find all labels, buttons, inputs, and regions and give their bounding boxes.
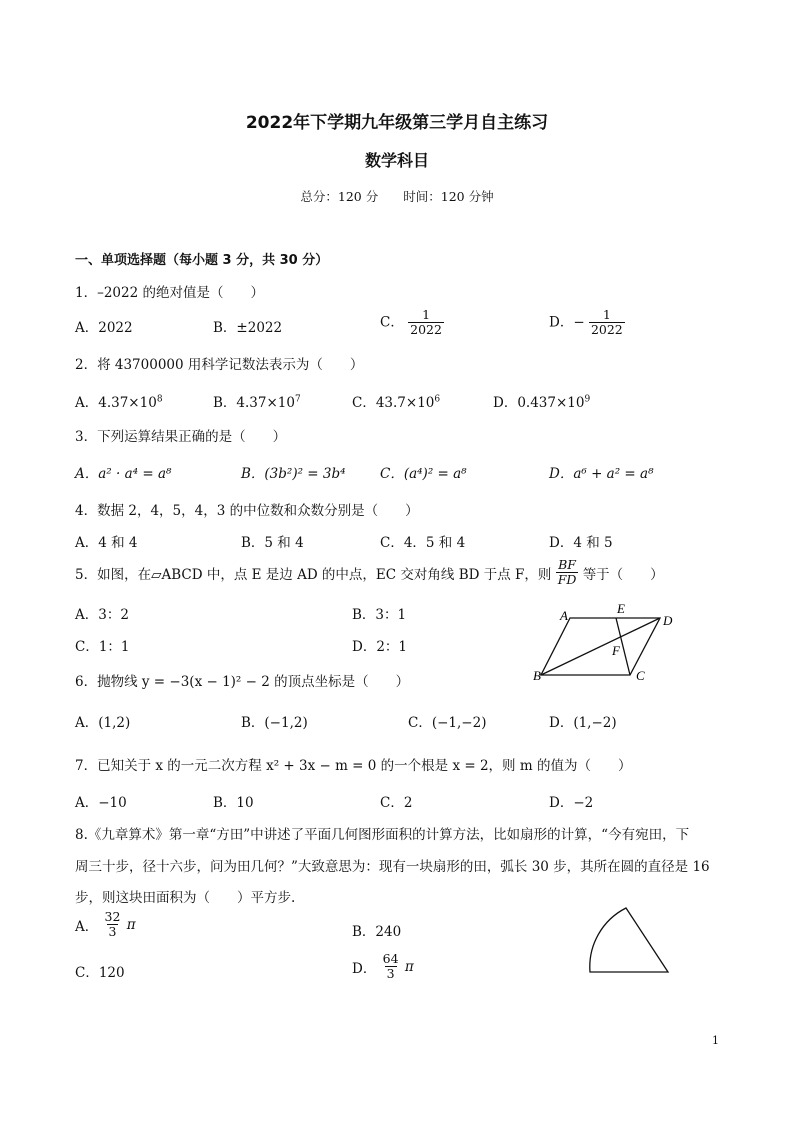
q6-option-a: A．(1,2) xyxy=(75,715,131,731)
q2-option-c xyxy=(352,391,440,411)
q5-ratio-fraction xyxy=(556,558,579,588)
label-b: B xyxy=(533,668,541,683)
fraction-denominator: FD xyxy=(557,572,577,588)
exam-info: 总分：120 分 时间：120 分钟 xyxy=(300,189,494,204)
sector-figure xyxy=(586,902,676,978)
q2-option-c-exponent: 6 xyxy=(434,394,441,405)
q3-option-a: A．a² · a⁴ = a⁸ xyxy=(75,466,172,482)
q6-option-c: C．(−1,−2) xyxy=(408,715,487,731)
page-subtitle: 数学科目 xyxy=(364,151,429,170)
q1-option-d-fraction xyxy=(589,308,625,338)
q1-option-c-label: C． xyxy=(380,314,404,331)
q2-option-b-text: B．4.37×10 xyxy=(213,395,295,411)
q5-option-a: A．3：2 xyxy=(75,607,129,623)
parallelogram-figure xyxy=(528,598,688,690)
section-heading: 一、单项选择题（每小题 3 分，共 30 分） xyxy=(75,253,329,268)
question-6-stem: 6．抛物线 y = −3(x − 1)² − 2 的顶点坐标是（ ） xyxy=(75,674,410,690)
q7-option-a: A．−10 xyxy=(75,795,127,811)
q1-option-d xyxy=(549,308,625,338)
q5-option-d: D．2：1 xyxy=(352,639,408,655)
q2-option-c-text: C．43.7×10 xyxy=(352,395,435,411)
q5-stem-pre: 5．如图，在▱ABCD 中，点 E 是边 AD 的中点，EC 交对角线 BD 于点 F，则 xyxy=(75,566,552,583)
q2-option-d-exponent: 9 xyxy=(584,394,591,405)
question-3-stem: 3．下列运算结果正确的是（ ） xyxy=(75,429,287,445)
q8-option-a-pi: π xyxy=(126,916,136,933)
fraction-denominator: 3 xyxy=(108,924,117,940)
label-f: F xyxy=(612,643,620,658)
fraction-numerator: BF xyxy=(558,557,576,572)
q3-option-b: B．(3b²)² = 3b⁴ xyxy=(241,466,346,482)
label-c: C xyxy=(636,668,645,683)
q8-option-d-label: D． xyxy=(352,960,377,977)
q1-option-d-label: D．− xyxy=(549,314,585,331)
q7-option-c: C．2 xyxy=(380,795,413,811)
question-8-line-2: 周三十步，径十六步，问为田几何？”大致意思为：现有一块扇形的田，弧长 30 步，其所在圆的直径是 16 xyxy=(75,859,710,875)
q4-option-c: C．4．5 和 4 xyxy=(380,535,466,551)
q1-option-b: B．±2022 xyxy=(213,320,283,336)
q5-stem-post: 等于（ ） xyxy=(582,566,664,583)
q8-option-a xyxy=(75,910,136,940)
q4-option-a: A．4 和 4 xyxy=(75,535,138,551)
q5-option-b: B．3：1 xyxy=(352,607,407,623)
q1-option-c xyxy=(380,308,444,338)
q7-option-b: B．10 xyxy=(213,795,254,811)
q8-option-d-fraction xyxy=(381,952,401,982)
q8-option-d xyxy=(352,952,414,982)
page-number: 1 xyxy=(712,1034,719,1047)
fraction-numerator: 32 xyxy=(104,909,121,924)
fraction-denominator: 3 xyxy=(386,966,395,982)
fraction-denominator: 2022 xyxy=(410,322,442,338)
question-1-stem: 1．–2022 的绝对值是（ ） xyxy=(75,285,264,301)
fraction-denominator: 2022 xyxy=(590,322,623,338)
page-title: 2022年下学期九年级第三学月自主练习 xyxy=(245,113,549,133)
fraction-numerator: 1 xyxy=(422,307,431,322)
label-a: A xyxy=(560,608,568,623)
q1-option-c-fraction xyxy=(408,308,444,338)
q6-option-d: D．(1,−2) xyxy=(549,715,617,731)
q2-option-a xyxy=(75,391,163,411)
q3-option-d: D．a⁶ + a² = a⁸ xyxy=(549,466,654,482)
question-8-line-1: 8.《九章算术》第一章“方田”中讲述了平面几何图形面积的计算方法，比如扇形的计算，“今有宛田，下 xyxy=(75,827,690,843)
q2-option-a-text: A．4.37×10 xyxy=(75,395,157,411)
q7-option-d: D．−2 xyxy=(549,795,594,811)
q8-option-a-fraction xyxy=(103,910,123,940)
question-8-line-3: 步，则这块田面积为（ ）平方步. xyxy=(75,890,296,906)
fraction-numerator: 64 xyxy=(382,951,399,966)
question-7-stem: 7．已知关于 x 的一元二次方程 x² + 3x − m = 0 的一个根是 x = 2，则 m 的值为（ ） xyxy=(75,758,632,774)
q2-option-d-text: D．0.437×10 xyxy=(493,395,585,411)
q8-option-c: C．120 xyxy=(75,965,125,981)
diagonal-bd xyxy=(541,618,660,675)
q2-option-b xyxy=(213,391,301,411)
fraction-numerator: 1 xyxy=(602,307,611,322)
q6-option-b: B．(−1,2) xyxy=(241,715,308,731)
question-4-stem: 4．数据 2，4，5，4，3 的中位数和众数分别是（ ） xyxy=(75,503,419,519)
label-e: E xyxy=(617,601,625,616)
q8-option-d-pi: π xyxy=(404,958,414,975)
q2-option-a-exponent: 8 xyxy=(156,394,163,405)
q4-option-d: D．4 和 5 xyxy=(549,535,613,551)
q2-option-b-exponent: 7 xyxy=(294,394,301,405)
q3-option-c: C．(a⁴)² = a⁸ xyxy=(380,466,467,482)
q1-option-a: A．2022 xyxy=(75,320,133,336)
q5-option-c: C．1：1 xyxy=(75,639,130,655)
q4-option-b: B．5 和 4 xyxy=(241,535,304,551)
label-d: D xyxy=(663,613,673,628)
sector-shape xyxy=(590,908,668,972)
q8-option-b: B．240 xyxy=(352,924,402,940)
q2-option-d xyxy=(493,391,590,411)
q8-option-a-label: A． xyxy=(75,918,99,935)
question-5-stem xyxy=(75,558,664,588)
question-2-stem: 2．将 43700000 用科学记数法表示为（ ） xyxy=(75,357,364,373)
